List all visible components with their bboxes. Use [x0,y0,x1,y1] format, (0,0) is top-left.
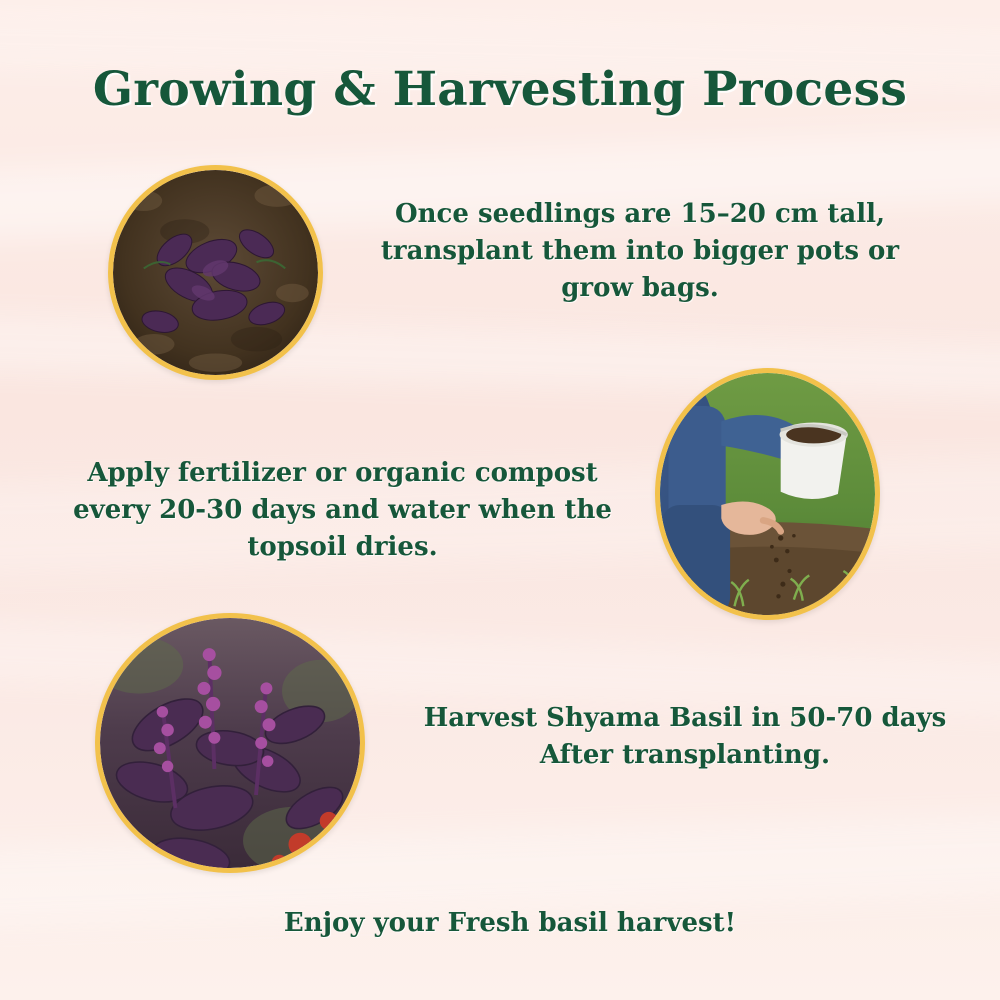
photo-inner [113,170,318,375]
basil-seedlings-illustration [113,170,318,375]
flowering-basil-illustration [100,618,360,868]
closing-message: Enjoy your Fresh basil harvest! [283,908,737,938]
caption-fertilize: Apply fertilizer or organic compost every 20-30 days and water when the topsoil dries. [73,458,612,562]
photo-flowering-basil [95,613,365,873]
caption-harvest: Harvest Shyama Basil in 50-70 days After transplanting. [423,703,947,770]
photo-applying-compost [655,368,880,620]
photo-inner [660,373,875,615]
compost-spreading-illustration [660,373,875,615]
page-title: Growing & Harvesting Process [92,62,908,117]
caption-transplant: Once seedlings are 15–20 cm tall, transplant them into bigger pots or grow bags. [380,199,900,303]
photo-basil-seedlings [108,165,323,380]
photo-inner [100,618,360,868]
